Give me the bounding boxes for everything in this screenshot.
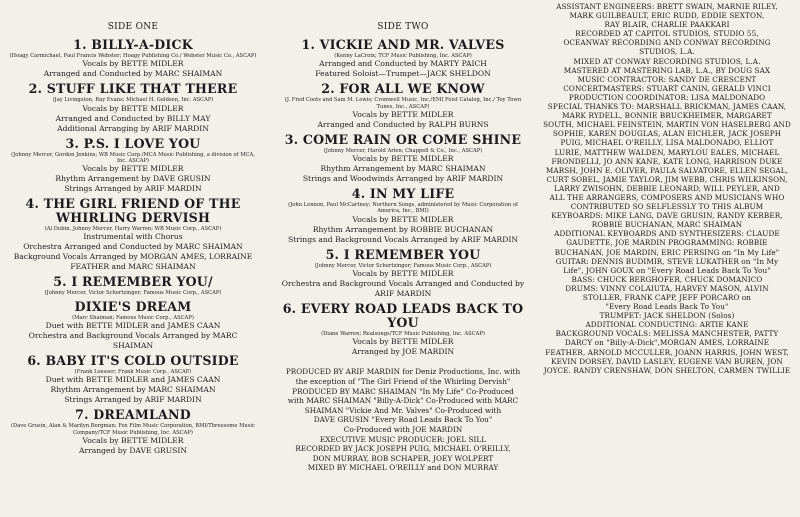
song-publisher: (John Lennon, Paul McCartney; Northern Songs, administered by Music Corporation of America, Inc., BMI)	[288, 202, 518, 215]
song-credit: Strings and Woodwinds Arranged by ARIF MARDIN	[302, 174, 504, 184]
song-title: 4. IN MY LIFE	[351, 186, 455, 202]
song-publisher: (Johnny Mercer, Victor Schertzinger; Famous Music Corp., ASCAP)	[44, 290, 222, 297]
song-entry	[8, 197, 258, 272]
song-credit: Arranged by JOE MARDIN	[351, 347, 455, 357]
credit-line: Life", JOHN GOUX on "Every Road Leads Back To You"	[563, 265, 771, 275]
production-line: with MARC SHAIMAN "Billy-A-Dick" Co-Produced with MARC	[287, 396, 519, 406]
credit-line: "Every Road Leads Back To You"	[605, 302, 729, 312]
credit-line: TRUMPET: JACK SHELDON (Solos)	[599, 311, 735, 321]
song-credit: Vocals by BETTE MIDLER	[82, 59, 184, 69]
side-two-tracklist	[278, 35, 528, 357]
credit-line: MARK RYDELL, BONNIE BRUCKHEIMER, MARGARET	[562, 111, 772, 121]
song-entry	[8, 354, 258, 405]
song-credit: Background Vocals Arranged by MORGAN AMES, LORRAINE FEATHER and MARC SHAIMAN	[13, 252, 253, 272]
song-credit: Vocals by BETTE MIDLER	[82, 435, 184, 445]
song-entry	[278, 187, 528, 245]
song-entry	[8, 275, 258, 296]
side-one-tracklist	[8, 35, 258, 456]
credit-line: CONTRIBUTED SO SELFLESSLY TO THIS ALBUM	[570, 202, 764, 212]
side-two-column	[278, 0, 528, 517]
song-credit: Vocals by BETTE MIDLER	[352, 109, 454, 119]
production-line: PRODUCED BY MARC SHAIMAN "In My Life" Co-Produced	[292, 386, 514, 396]
credit-line: BACKGROUND VOCALS: MELISSA MANCHESTER, PATTY	[555, 329, 779, 339]
song-credit: Orchestra and Background Vocals Arranged by MARC SHAIMAN	[28, 331, 238, 351]
credit-line: ALL THE ARRANGERS, COMPOSERS AND MUSICIANS WHO	[549, 192, 785, 202]
song-credit: Featured Soloist—Trumpet—JACK SHELDON	[315, 69, 491, 79]
production-line: DAVE GRUSIN "Every Road Leads Back To You"	[313, 415, 493, 425]
song-publisher: (Johnny Mercer, Gordon Jenkins; WB Music Corp./MCA Music Publishing, a division of MCA, Inc. ASCAP)	[11, 151, 255, 164]
song-credit: Rhythm Arrangement by MARC SHAIMAN	[50, 385, 216, 395]
song-credit: Arranged by DAVE GRUSIN	[78, 445, 188, 455]
production-line: MIXED BY MICHAEL O'REILLY and DON MURRAY	[307, 463, 499, 473]
song-title: 3. P.S. I LOVE YOU	[65, 135, 201, 151]
production-line: SHAIMAN "Vickie And Mr. Valves" Co-Produced with	[304, 405, 502, 415]
production-line: DON MURRAY, BOB SCHAPER, JOEY WOLPERT	[312, 453, 494, 463]
credit-line: LARRY ZWISOHN, DEBBIE LEONARD, WILL PEYLER, AND	[554, 183, 780, 193]
song-title: 4. THE GIRL FRIEND OF THE WHIRLING DERVISH	[25, 196, 241, 226]
song-credit: Additional Arranging by ARIF MARDIN	[57, 123, 209, 133]
song-publisher: (Diane Warren; Realsongs/TCF Music Publishing, Inc. ASCAP)	[321, 331, 485, 338]
production-line: RECORDED BY JACK JOSEPH PUIG, MICHAEL O'REILLY,	[295, 444, 511, 454]
song-credit: Orchestra and Background Vocals Arranged and Conducted by ARIF MARDIN	[281, 279, 525, 299]
production-line: the exception of "The Girl Friend of the Whirling Dervish"	[295, 376, 511, 386]
song-entry	[8, 408, 258, 456]
credit-line: ROBBIE BUCHANAN, MARC SHAIMAN	[591, 220, 743, 230]
song-publisher: (Hoagy Carmichael, Paul Francis Webster; Hoagy Publishing Co./ Webster Music Co., ASCAP)	[9, 53, 257, 59]
song-publisher: (Jay Livingston, Ray Evans; Michael H. Goldsen, Inc. ASCAP)	[52, 97, 214, 104]
credit-line: FEATHER, ARNOLD MCCULLER, JOANN HARRIS, JOHN WEST,	[545, 347, 789, 357]
credit-line: LURIE, MATTHEW WALDEN, MARYLOU EALES, MICHAEL	[554, 147, 780, 157]
song-entry	[8, 300, 258, 351]
song-title: 5. I REMEMBER YOU	[325, 246, 481, 262]
song-credit: Vocals by BETTE MIDLER	[82, 164, 184, 174]
credit-line: OCEANWAY RECORDING AND CONWAY RECORDING	[563, 38, 771, 48]
credits-column	[540, 0, 794, 517]
song-credit: Duet with BETTE MIDLER and JAMES CAAN	[45, 375, 221, 385]
credit-line: ADDITIONAL CONDUCTING: ARTIE KANE	[585, 320, 749, 330]
side-two-heading: SIDE TWO	[377, 22, 429, 32]
credit-line: RECORDED AT CAPITOL STUDIOS, STUDIO 55,	[575, 29, 759, 39]
song-publisher: (Johnny Mercer, Victor Schertzinger; Famous Music Corp., ASCAP)	[314, 262, 492, 269]
song-title: 2. STUFF LIKE THAT THERE	[28, 81, 238, 97]
production-credits	[286, 367, 520, 473]
credit-line: JOYCE. RANDY CRENSHAW, DON SHELTON, CARMEN TWILLIE	[543, 365, 791, 375]
credit-line: KEVIN DORSEY, DAVID LASLEY, EUGENE VAN BUREN, JON	[551, 356, 783, 366]
song-credit: Vocals by BETTE MIDLER	[82, 103, 184, 113]
song-publisher: (Marc Shaiman; Famous Music Corp., ASCAP)	[72, 314, 194, 321]
song-entry	[8, 38, 258, 79]
song-title: 5. I REMEMBER YOU/	[53, 274, 213, 290]
credit-line: MUSIC CONTRACTOR: SANDY DE CRESCENT	[577, 74, 757, 84]
credit-line: CONCERTMASTERS: STUART CANIN, GERALD VINCI	[563, 83, 771, 93]
credit-line: PRODUCTION COORDINATOR: LISA MALDONADO	[568, 92, 766, 102]
credit-line: MASTERED AT MASTERING LAB, L.A., BY DOUG SAX	[563, 65, 771, 75]
song-credit: Arranged and Conducted by MARTY PAICH	[319, 59, 487, 69]
credit-line: MARK GUILBEAULT, ERIC RUDD, EDDIE SEXTON,	[569, 11, 765, 21]
credit-line: STOLLER, FRANK CAPP, JEFF PORCARO on	[582, 293, 752, 302]
song-publisher: (Johnny Mercer, Harold Arlen; Chappell & Co., Inc., ASCAP)	[323, 147, 483, 154]
song-credit: Rhythm Arrangement by DAVE GRUSIN	[55, 174, 211, 184]
credit-line: FRONDELLI, JO ANN KANE, KATE LONG, HARRISON DUKE	[551, 156, 783, 166]
song-publisher: (Frank Loesser; Frank Music Corp., ASCAP)	[74, 369, 192, 376]
song-credit: Strings and Background Vocals Arranged by ARIF MARDIN	[288, 234, 518, 244]
production-line: Co-Produced with JOE MARDIN	[343, 424, 463, 434]
song-entry	[278, 302, 528, 357]
credit-line: GUITAR: DENNIS BUDIMIR, STEVE LUKATHER on "In My	[555, 256, 779, 266]
song-title: 7. DREAMLAND	[75, 407, 191, 423]
song-title: 1. BILLY-A-DICK	[73, 37, 193, 52]
song-credit: Rhythm Arrangement by ROBBIE BUCHANAN	[312, 224, 494, 234]
song-credit: Arranged and Conducted by MARC SHAIMAN	[43, 69, 223, 79]
song-credit: Vocals by BETTE MIDLER	[352, 337, 454, 347]
song-credit: Vocals by BETTE MIDLER	[352, 269, 454, 279]
song-credit: Strings Arranged by ARIF MARDIN	[64, 184, 202, 194]
song-title: 6. BABY IT'S COLD OUTSIDE	[27, 353, 239, 369]
credit-line: SPECIAL THANKS TO: MARSHALL BRICKMAN, JAMES CAAN,	[547, 102, 787, 112]
production-line: EXECUTIVE MUSIC PRODUCER: JOEL SILL	[319, 434, 487, 444]
credit-line: PUIG, MICHAEL O'REILLY, LISA MALDONADO, ELLIOT	[560, 138, 774, 148]
credit-line: ASSISTANT ENGINEERS: BRETT SWAIN, MARNIE RILEY,	[556, 2, 778, 11]
song-credit: Duet with BETTE MIDLER and JAMES CAAN	[45, 321, 221, 331]
song-publisher: (J. Fred Coots and Sam M. Lewis; Cromwell Music, Inc./EMI Feist Catalog, Inc./ Toy Town Tunes, Inc., ASCAP)	[284, 97, 522, 110]
credits-lines	[543, 2, 791, 375]
song-credit: Vocals by BETTE MIDLER	[352, 154, 454, 164]
song-credit: Instrumental with Chorus	[83, 232, 183, 242]
song-credit: Arranged and Conducted by RALPH BURNS	[317, 119, 489, 129]
credit-line: BASS: CHUCK BERGHOFER, CHUCK DOMANICO	[571, 274, 763, 284]
song-credit: Rhythm Arrangement by MARC SHAIMAN	[320, 164, 486, 174]
credit-line: CURT SOBEL, JAMIE TAYLOR, JIM WEBB, CHRIS WILKINSON,	[546, 174, 788, 184]
credit-line: MARSH, JOHN E. OLIVER, PAULA SALVATORE, ELLEN SEGAL,	[545, 165, 789, 175]
song-publisher: (Al Dubin, Johnny Mercer, Harry Warren; WB Music Corp., ASCAP)	[44, 226, 222, 233]
song-title: 1. VICKIE AND MR. VALVES	[301, 37, 505, 52]
song-entry	[278, 133, 528, 184]
credit-line: ADDITIONAL KEYBOARDS AND SYNTHESIZERS: CLAUDE	[554, 229, 780, 239]
song-credit: Orchestra Arranged and Conducted by MARC SHAIMAN	[23, 242, 243, 252]
side-one-column	[8, 0, 258, 517]
credit-line: RAY BLAIR, CHARLIE PAAKKARI	[604, 20, 730, 30]
song-title: 3. COME RAIN OR COME SHINE	[284, 131, 522, 147]
song-publisher: (Dave Grusin, Alan & Marilyn Bergman; Fox Film Music Corporation, BMI/Threesome Music Company/TCF Music Publishing, Inc. ASCAP)	[11, 423, 255, 436]
song-entry	[278, 248, 528, 299]
credit-line: KEYBOARDS: MIKE LANG, DAVE GRUSIN, RANDY KERBER,	[551, 211, 783, 221]
song-title: 2. FOR ALL WE KNOW	[321, 81, 485, 97]
song-entry	[8, 82, 258, 133]
credit-line: DARCY on "Billy-A-Dick",MORGAN AMES, LORRAINE	[564, 338, 770, 348]
song-credit: Arranged and Conducted by BILLY MAY	[55, 113, 211, 123]
credit-line: DRUMS: VINNY COLAIUTA, HARVEY MASON, ALVIN	[565, 283, 769, 293]
song-publisher: (Kenny LaCroix; TCF Music Publishing, Inc. ASCAP)	[334, 53, 472, 59]
song-title: DIXIE'S DREAM	[74, 298, 192, 314]
credit-line: GAUDETTE, JOE MARDIN PROGRAMMING: ROBBIE	[566, 238, 768, 248]
production-line: PRODUCED BY ARIF MARDIN for Deniz Productions, Inc. with	[285, 367, 521, 377]
credit-line: MIXED AT CONWAY RECORDING STUDIOS, L.A.	[573, 56, 761, 66]
song-credit: Vocals by BETTE MIDLER	[352, 214, 454, 224]
side-one-heading: SIDE ONE	[107, 22, 159, 32]
credit-line: SOPHIE, KAREN DOUGLAS, ALAN EICHLER, JACK JOSEPH	[552, 129, 782, 139]
song-entry	[8, 137, 258, 195]
song-entry	[278, 82, 528, 130]
credit-line: BUCHANAN, JOE MARDIN, ERIC PERSING on "In My Life"	[554, 247, 780, 257]
song-credit: Strings Arranged by ARIF MARDIN	[64, 395, 202, 405]
song-title: 6. EVERY ROAD LEADS BACK TO YOU	[282, 301, 524, 331]
song-entry	[278, 38, 528, 79]
credit-line: SOUTH, MICHAEL FEINSTEIN, MARTIN VON HASELBERG AND	[543, 120, 791, 130]
credit-line: STUDIOS, L.A.	[639, 47, 695, 57]
